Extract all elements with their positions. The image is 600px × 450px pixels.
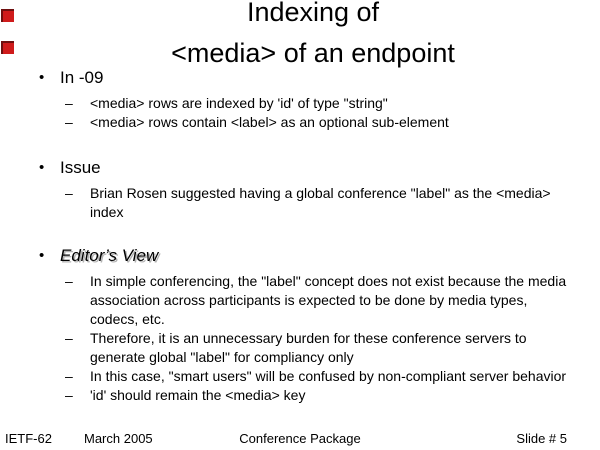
- slide-title-line-2: <media> of an endpoint: [171, 38, 455, 68]
- sub-bullet-item: [0, 367, 600, 386]
- sub-bullet-text: Brian Rosen suggested having a global conference "label" as the <media> index: [90, 185, 551, 220]
- section-heading-row: [0, 156, 600, 180]
- dash-icon: –: [65, 330, 73, 346]
- bullet-icon: •: [39, 69, 45, 86]
- section-heading-row: [0, 244, 600, 268]
- red-square-decoration-top: [1, 9, 14, 22]
- section-heading-row: [0, 66, 600, 90]
- sub-bullet-item: [0, 113, 600, 132]
- dash-icon: –: [65, 185, 73, 201]
- footer-slide-number: Slide # 5: [516, 431, 567, 446]
- sub-bullet-item: [0, 329, 600, 367]
- section-editors-view: [0, 244, 600, 405]
- section-issue: [0, 156, 600, 222]
- footer-meeting-label: IETF-62: [5, 431, 52, 446]
- sub-bullet-text: In this case, "smart users" will be confused by non-compliant server behavior: [90, 368, 567, 384]
- bullet-icon: •: [39, 247, 45, 264]
- red-square-decoration-bottom: [1, 41, 14, 54]
- bullet-icon: •: [39, 159, 45, 176]
- sub-bullet-text: <media> rows contain <label> as an optional sub-element: [90, 114, 449, 130]
- section-in-09: [0, 66, 600, 132]
- dash-icon: –: [65, 95, 73, 111]
- slide-title-line-1: Indexing of: [246, 0, 380, 27]
- dash-icon: –: [65, 114, 73, 130]
- section-heading: Editor’s View: [60, 246, 159, 265]
- sub-bullet-text: Therefore, it is an unnecessary burden for these conference servers to generate global "label" for compliancy only: [90, 330, 527, 365]
- dash-icon: –: [65, 273, 73, 289]
- slide-title: [26, 0, 600, 74]
- sub-bullet-item: [0, 94, 600, 113]
- section-heading: In -09: [60, 68, 104, 87]
- sub-bullet-item: [0, 386, 600, 405]
- dash-icon: –: [65, 368, 73, 384]
- sub-bullet-text: 'id' should remain the <media> key: [90, 387, 306, 403]
- dash-icon: –: [65, 387, 73, 403]
- sub-bullet-item: [0, 184, 600, 222]
- slide-footer: [0, 431, 600, 450]
- sub-bullet-item: [0, 272, 600, 329]
- section-heading: Issue: [60, 158, 101, 177]
- sub-bullet-text: In simple conferencing, the "label" concept does not exist because the media association across participants is expected to be done by media types, codecs, etc.: [90, 273, 567, 327]
- sub-bullet-text: <media> rows are indexed by 'id' of type "string": [90, 95, 388, 111]
- footer-date: March 2005: [84, 431, 153, 446]
- footer-document-title: Conference Package: [239, 431, 361, 446]
